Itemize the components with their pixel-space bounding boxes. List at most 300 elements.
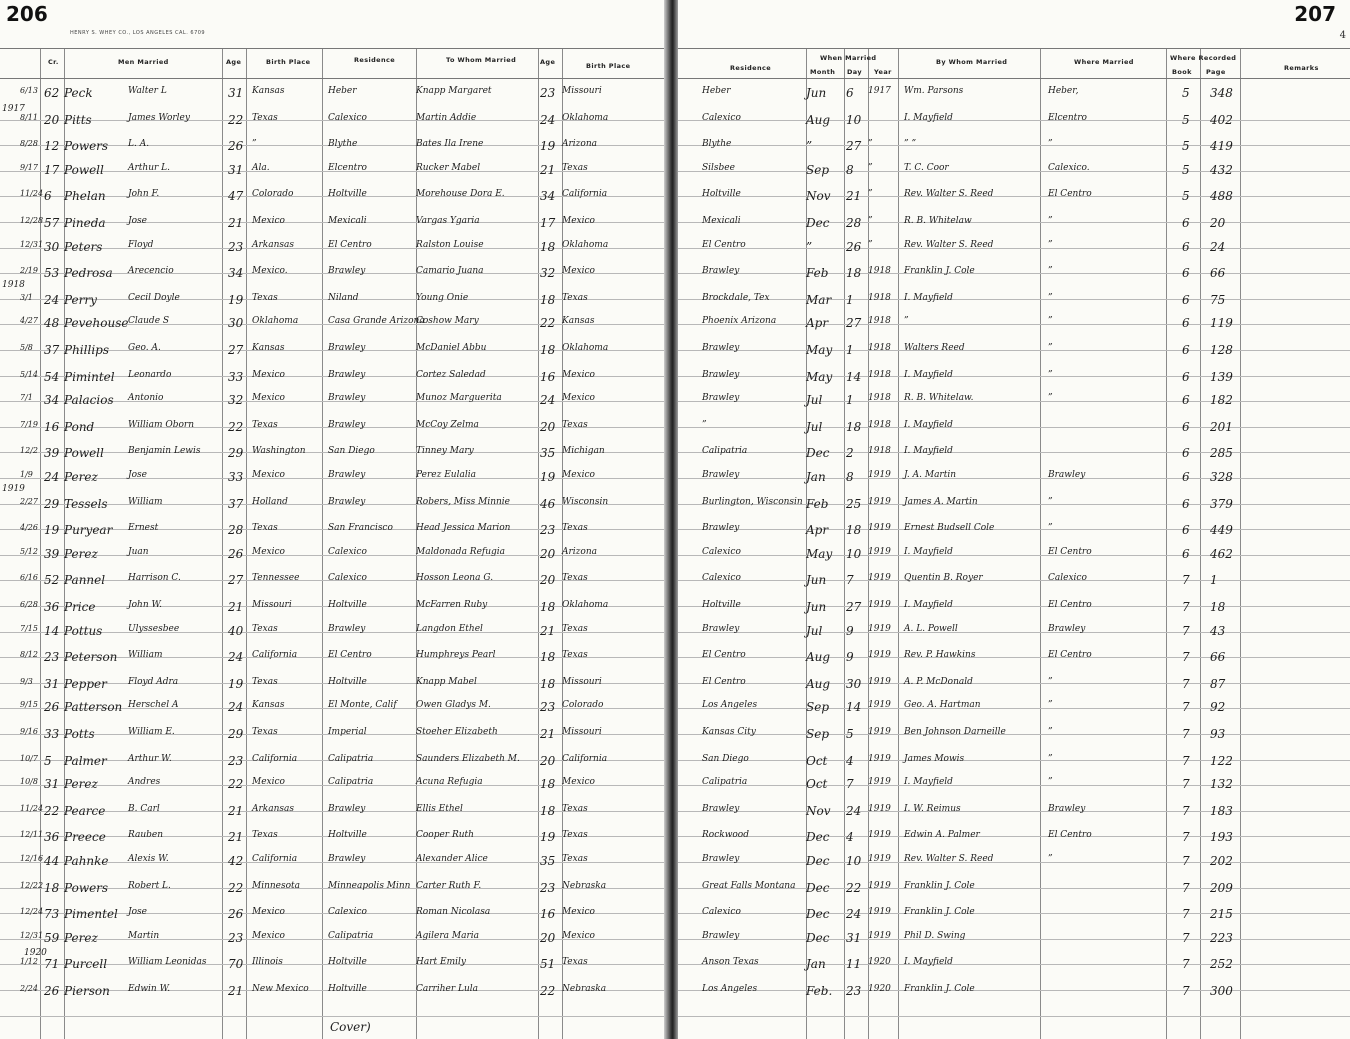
entry-officiant: I. Mayfield [904, 600, 953, 610]
entry-birth: Mexico [252, 470, 285, 480]
entry-date: 9/15 [20, 700, 38, 710]
entry-no: 12 [44, 139, 60, 154]
entry-res2: El Centro [702, 676, 746, 687]
entry-day: 8 [846, 162, 854, 177]
entry-age: 30 [228, 316, 244, 331]
header-year: Year [874, 68, 892, 76]
entry-wage: 20 [540, 930, 556, 945]
entry-birth: Oklahoma [252, 316, 299, 327]
entry-where: Calexico [1048, 573, 1087, 584]
entry-year: 1918 [868, 292, 891, 303]
entry-surname: Pannel [64, 573, 106, 588]
entry-officiant: James A. Martin [904, 496, 978, 507]
entry-res: Imperial [328, 727, 367, 737]
entry-page: 92 [1210, 700, 1226, 715]
entry-birth: Arkansas [252, 803, 295, 814]
entry-wage: 20 [540, 419, 556, 434]
entry-res: Brawley [328, 803, 366, 814]
entry-birth: Mexico [252, 393, 285, 404]
entry-month: Jun [806, 600, 827, 614]
entry-where: Calexico. [1048, 162, 1090, 173]
entry-day: 27 [846, 316, 862, 331]
entry-wife: Maldonada Refugia [416, 546, 506, 557]
entry-res: Brawley [328, 369, 366, 380]
entry-officiant: Franklin J. Cole [904, 880, 975, 891]
entry-birth: Arkansas [252, 239, 295, 250]
entry-res: Brawley [328, 470, 366, 480]
entry-month: Jan [806, 470, 826, 484]
entry-book: 6 [1182, 316, 1190, 331]
entry-surname: Peck [64, 86, 93, 100]
entry-date: 7/15 [20, 623, 38, 633]
entry-officiant: I. Mayfield [904, 292, 953, 303]
entry-res2: Brawley [702, 266, 740, 277]
entry-day: 4 [846, 830, 854, 845]
entry-date: 12/31 [20, 239, 44, 249]
entry-age: 26 [228, 907, 244, 922]
entry-wage: 20 [540, 753, 556, 768]
continuation-note: Cover) [330, 1020, 371, 1034]
row-rule [678, 171, 1350, 172]
entry-book: 6 [1182, 266, 1190, 281]
header-age: Age [226, 58, 242, 66]
entry-where: ” [1048, 700, 1053, 711]
entry-page: 348 [1210, 86, 1233, 100]
entry-month: Dec [806, 446, 830, 461]
entry-res2: Great Falls Montana [702, 880, 796, 891]
entry-day: 25 [846, 496, 862, 511]
entry-res2: Brawley [702, 343, 740, 353]
entry-wbirth: Michigan [562, 446, 605, 457]
entry-year: 1919 [868, 880, 891, 891]
entry-res2: Heber [702, 86, 731, 96]
entry-res2: Rockwood [702, 830, 749, 841]
entry-wife: Morehouse Dora E. [416, 189, 505, 200]
entry-book: 5 [1182, 189, 1190, 204]
entry-wife: Langdon Ethel [416, 623, 483, 634]
entry-where: El Centro [1048, 189, 1092, 200]
entry-birth: Kansas [252, 86, 285, 96]
left-page-number: 206 [6, 2, 48, 26]
row-rule [678, 862, 1350, 863]
entry-year: 1918 [868, 446, 891, 457]
header-remarks: Remarks [1284, 64, 1319, 72]
entry-book: 6 [1182, 419, 1190, 434]
entry-wage: 21 [540, 162, 556, 177]
entry-year: 1918 [868, 266, 891, 277]
entry-wbirth: Mexico [562, 777, 595, 788]
header-birth-place: Birth Place [266, 58, 311, 66]
entry-wbirth: Mexico [562, 470, 595, 480]
entry-given: Rauben [128, 830, 164, 841]
entry-month: Sep [806, 727, 830, 741]
entry-res: Brawley [328, 496, 366, 507]
entry-age: 29 [228, 446, 244, 461]
entry-wbirth: Oklahoma [562, 600, 609, 610]
entry-wbirth: California [562, 189, 608, 200]
entry-month: Feb. [806, 984, 833, 998]
entry-res: Holtville [328, 984, 367, 994]
entry-res: Calexico [328, 907, 367, 918]
entry-wbirth: California [562, 753, 608, 764]
entry-wage: 24 [540, 393, 556, 408]
row-rule [678, 222, 1350, 223]
entry-age: 70 [228, 957, 244, 972]
entry-no: 36 [44, 830, 60, 845]
entry-surname: Pierson [64, 984, 110, 998]
entry-given: Geo. A. [128, 343, 161, 353]
entry-wage: 18 [540, 676, 556, 691]
entry-res2: Calexico [702, 573, 741, 584]
entry-res: Mexicali [328, 216, 367, 226]
entry-day: 18 [846, 419, 862, 434]
entry-wage: 22 [540, 984, 556, 998]
entry-no: 30 [44, 239, 60, 254]
entry-wife: Hosson Leona G. [416, 573, 494, 584]
entry-birth: Texas [252, 292, 278, 303]
entry-date: 4/26 [20, 523, 38, 533]
entry-page: 66 [1210, 650, 1226, 665]
entry-surname: Perez [64, 930, 98, 945]
entry-wbirth: Mexico [562, 216, 595, 226]
entry-birth: Colorado [252, 189, 294, 200]
entry-year: 1919 [868, 700, 891, 711]
entry-wbirth: Texas [562, 623, 588, 634]
entry-book: 5 [1182, 162, 1190, 177]
entry-age: 33 [228, 470, 244, 484]
entry-book: 7 [1182, 623, 1190, 638]
entry-wage: 18 [540, 600, 556, 614]
entry-book: 6 [1182, 523, 1190, 538]
entry-no: 16 [44, 419, 60, 434]
entry-surname: Phillips [64, 343, 109, 357]
entry-wbirth: Arizona [562, 139, 598, 150]
row-rule [678, 785, 1350, 786]
entry-book: 6 [1182, 292, 1190, 307]
entry-year: 1918 [868, 419, 891, 430]
entry-res2: San Diego [702, 753, 749, 764]
entry-age: 29 [228, 727, 244, 741]
row-rule [678, 350, 1350, 351]
entry-page: 328 [1210, 470, 1233, 484]
entry-year: ” [868, 139, 873, 150]
entry-date: 8/12 [20, 650, 38, 660]
row-rule [678, 478, 1350, 479]
row-rule [678, 811, 1350, 812]
entry-birth: Tennessee [252, 573, 300, 584]
entry-date: 8/11 [20, 112, 38, 122]
entry-book: 7 [1182, 803, 1190, 818]
entry-wife: McDaniel Abbu [416, 343, 487, 353]
entry-given: Ernest [128, 523, 159, 534]
entry-surname: Pond [64, 419, 95, 434]
entry-book: 7 [1182, 753, 1190, 768]
entry-where: El Centro [1048, 830, 1092, 841]
entry-date: 1/9 [20, 470, 33, 479]
entry-given: Andres [128, 777, 161, 788]
entry-surname: Powell [64, 446, 104, 461]
entry-year: 1919 [868, 600, 891, 610]
entry-res2: Brawley [702, 470, 740, 480]
entry-no: 24 [44, 470, 60, 484]
entry-page: 1 [1210, 573, 1218, 588]
entry-wife: Acuna Refugia [416, 777, 483, 788]
entry-month: ” [806, 239, 813, 254]
entry-wbirth: Oklahoma [562, 239, 609, 250]
entry-surname: Pedrosa [64, 266, 113, 281]
entry-given: Robert L. [128, 880, 171, 891]
entry-no: 23 [44, 650, 60, 665]
entry-book: 7 [1182, 676, 1190, 691]
header-where-married: Where Married [1074, 58, 1134, 66]
header-rule [0, 48, 666, 49]
entry-wife: Stoeher Elizabeth [416, 727, 498, 737]
entry-page: 183 [1210, 803, 1233, 818]
entry-wife: Camario Juana [416, 266, 484, 277]
entry-where: Elcentro [1048, 112, 1087, 123]
entry-wbirth: Kansas [562, 316, 595, 327]
entry-month: Jun [806, 573, 827, 588]
row-rule [0, 1016, 666, 1017]
entry-surname: Powers [64, 139, 109, 154]
entry-surname: Preece [64, 830, 106, 845]
entry-month: Nov [806, 189, 831, 204]
entry-officiant: Rev. Walter S. Reed [904, 854, 994, 864]
entry-wife: McCoy Zelma [416, 419, 479, 430]
entry-date: 5/12 [20, 546, 38, 556]
entry-officiant: Rev. P. Hawkins [904, 650, 976, 661]
entry-age: 22 [228, 777, 244, 792]
entry-day: 27 [846, 139, 862, 154]
entry-res: Calipatria [328, 777, 374, 788]
header-residence-2: Residence [730, 64, 772, 72]
entry-res2: Kansas City [702, 727, 756, 737]
entry-given: Arthur L. [128, 162, 171, 173]
entry-surname: Pineda [64, 216, 106, 230]
entry-wbirth: Mexico [562, 907, 595, 918]
entry-res2: Brawley [702, 369, 740, 380]
entry-res2: Calipatria [702, 777, 748, 788]
row-rule [678, 120, 1350, 121]
entry-given: Ulyssesbee [128, 623, 180, 634]
entry-where: Heber, [1048, 86, 1079, 96]
entry-year: 1919 [868, 496, 891, 507]
entry-month: Dec [806, 854, 830, 868]
entry-month: ” [806, 139, 813, 154]
entry-book: 7 [1182, 930, 1190, 945]
entry-birth: California [252, 753, 298, 764]
entry-no: 39 [44, 446, 60, 461]
entry-page: 66 [1210, 266, 1226, 281]
row-rule [678, 734, 1350, 735]
entry-book: 7 [1182, 650, 1190, 665]
entry-year: 1920 [868, 984, 891, 994]
entry-where: Brawley [1048, 470, 1086, 480]
entry-surname: Phelan [64, 189, 106, 204]
entry-surname: Palmer [64, 753, 107, 768]
entry-page: 93 [1210, 727, 1226, 741]
entry-officiant: Walters Reed [904, 343, 965, 353]
entry-no: 17 [44, 162, 60, 177]
entry-surname: Perez [64, 777, 98, 792]
entry-officiant: Franklin J. Cole [904, 266, 975, 277]
entry-date: 5/8 [20, 343, 33, 352]
entry-res: Brawley [328, 343, 366, 353]
entry-wife: Humphreys Pearl [416, 650, 496, 661]
entry-page: 300 [1210, 984, 1233, 998]
entry-surname: Pevehouse [64, 316, 129, 331]
entry-wage: 19 [540, 470, 556, 484]
entry-year: ” [868, 162, 873, 173]
entry-age: 19 [228, 676, 244, 691]
entry-officiant: I. W. Reimus [904, 803, 961, 814]
entry-date: 12/16 [20, 854, 44, 863]
entry-age: 21 [228, 600, 244, 614]
right-page-number: 207 [1294, 2, 1336, 26]
entry-res: Calexico [328, 112, 367, 123]
entry-given: Harrison C. [128, 573, 181, 584]
entry-no: 24 [44, 292, 60, 307]
entry-month: Jul [806, 419, 823, 434]
entry-date: 11/24 [20, 803, 44, 813]
entry-officiant: Rev. Walter S. Reed [904, 189, 994, 200]
entry-res: Heber [328, 86, 357, 96]
entry-book: 7 [1182, 777, 1190, 792]
entry-no: 26 [44, 984, 60, 998]
entry-year: ” [868, 239, 873, 250]
entry-officiant: Quentin B. Royer [904, 573, 983, 584]
entry-wbirth: Missouri [562, 727, 602, 737]
entry-officiant: James Mowis [904, 753, 965, 764]
entry-officiant: Franklin J. Cole [904, 984, 975, 994]
entry-res: Elcentro [328, 162, 367, 173]
entry-given: Cecil Doyle [128, 292, 180, 303]
entry-officiant: R. B. Whitelaw [904, 216, 972, 226]
entry-wage: 34 [540, 189, 556, 204]
margin-year-1919: 1919 [2, 484, 25, 494]
entry-wbirth: Texas [562, 854, 588, 864]
entry-book: 6 [1182, 470, 1190, 484]
entry-month: Sep [806, 700, 830, 715]
entry-officiant: Edwin A. Palmer [904, 830, 980, 841]
entry-day: 14 [846, 700, 862, 715]
entry-date: 2/27 [20, 496, 38, 506]
row-rule [678, 708, 1350, 709]
entry-book: 7 [1182, 727, 1190, 741]
entry-month: Dec [806, 930, 830, 945]
entry-age: 23 [228, 753, 244, 768]
entry-res: Brawley [328, 266, 366, 277]
entry-age: 21 [228, 984, 244, 998]
entry-given: Floyd Adra [128, 676, 179, 687]
entry-res: Calexico [328, 573, 367, 584]
entry-res2: Brawley [702, 523, 740, 534]
entry-where: ” [1048, 496, 1053, 507]
entry-given: Arecencio [128, 266, 174, 277]
entry-res2: ” [702, 419, 707, 430]
row-rule [678, 401, 1350, 402]
entry-age: 42 [228, 854, 244, 868]
entry-day: 24 [846, 907, 862, 922]
entry-birth: Texas [252, 623, 278, 634]
entry-where: ” [1048, 854, 1053, 864]
corner-mark: 4 [1339, 30, 1346, 41]
entry-where: ” [1048, 369, 1053, 380]
entry-date: 10/8 [20, 777, 38, 787]
entry-book: 7 [1182, 700, 1190, 715]
entry-officiant: I. Mayfield [904, 546, 953, 557]
entry-birth: New Mexico [252, 984, 309, 994]
entry-date: 2/24 [20, 984, 38, 993]
entry-page: 139 [1210, 369, 1233, 384]
header-birth-place-bride: Birth Place [586, 62, 631, 70]
entry-given: James Worley [128, 112, 190, 123]
entry-wage: 19 [540, 830, 556, 845]
entry-where: ” [1048, 292, 1053, 303]
entry-res2: El Centro [702, 650, 746, 661]
entry-book: 7 [1182, 573, 1190, 588]
entry-day: 1 [846, 343, 854, 357]
entry-book: 5 [1182, 139, 1190, 154]
entry-wbirth: Arizona [562, 546, 598, 557]
entry-officiant: Ben Johnson Darneille [904, 727, 1006, 737]
entry-surname: Peters [64, 239, 103, 254]
entry-day: 21 [846, 189, 862, 204]
entry-given: Martin [128, 930, 160, 941]
entry-book: 7 [1182, 907, 1190, 922]
entry-surname: Pitts [64, 112, 92, 127]
entry-no: 62 [44, 86, 60, 100]
entry-res: Holtville [328, 600, 367, 610]
row-rule [678, 939, 1350, 940]
entry-age: 23 [228, 930, 244, 945]
entry-age: 23 [228, 239, 244, 254]
entry-no: 52 [44, 573, 60, 588]
entry-month: Nov [806, 803, 831, 818]
entry-res2: Brockdale, Tex [702, 292, 770, 303]
entry-res: Brawley [328, 393, 366, 404]
entry-wage: 24 [540, 112, 556, 127]
entry-birth: Minnesota [252, 880, 301, 891]
entry-year: 1919 [868, 930, 891, 941]
entry-year: 1919 [868, 523, 891, 534]
entry-wife: Vargas Ygaria [416, 216, 480, 226]
entry-res: Holtville [328, 676, 367, 687]
entry-day: 6 [846, 86, 854, 100]
entry-day: 10 [846, 854, 862, 868]
entry-month: Sep [806, 162, 830, 177]
entry-res: El Monte, Calif [328, 700, 397, 711]
entry-date: 6/13 [20, 86, 38, 95]
entry-res2: Los Angeles [702, 700, 758, 711]
entry-wage: 46 [540, 496, 556, 511]
entry-age: 19 [228, 292, 244, 307]
entry-day: 7 [846, 573, 854, 588]
entry-date: 5/14 [20, 369, 38, 379]
entry-wage: 20 [540, 573, 556, 588]
entry-date: 12/2 [20, 446, 38, 456]
entry-day: 9 [846, 650, 854, 665]
entry-day: 11 [846, 957, 862, 972]
entry-surname: Purcell [64, 957, 108, 972]
entry-book: 5 [1182, 86, 1190, 100]
entry-book: 5 [1182, 112, 1190, 127]
entry-wage: 18 [540, 777, 556, 792]
entry-wage: 18 [540, 343, 556, 357]
row-rule [678, 1016, 1350, 1017]
entry-no: 20 [44, 112, 60, 127]
entry-birth: Mexico. [252, 266, 288, 277]
